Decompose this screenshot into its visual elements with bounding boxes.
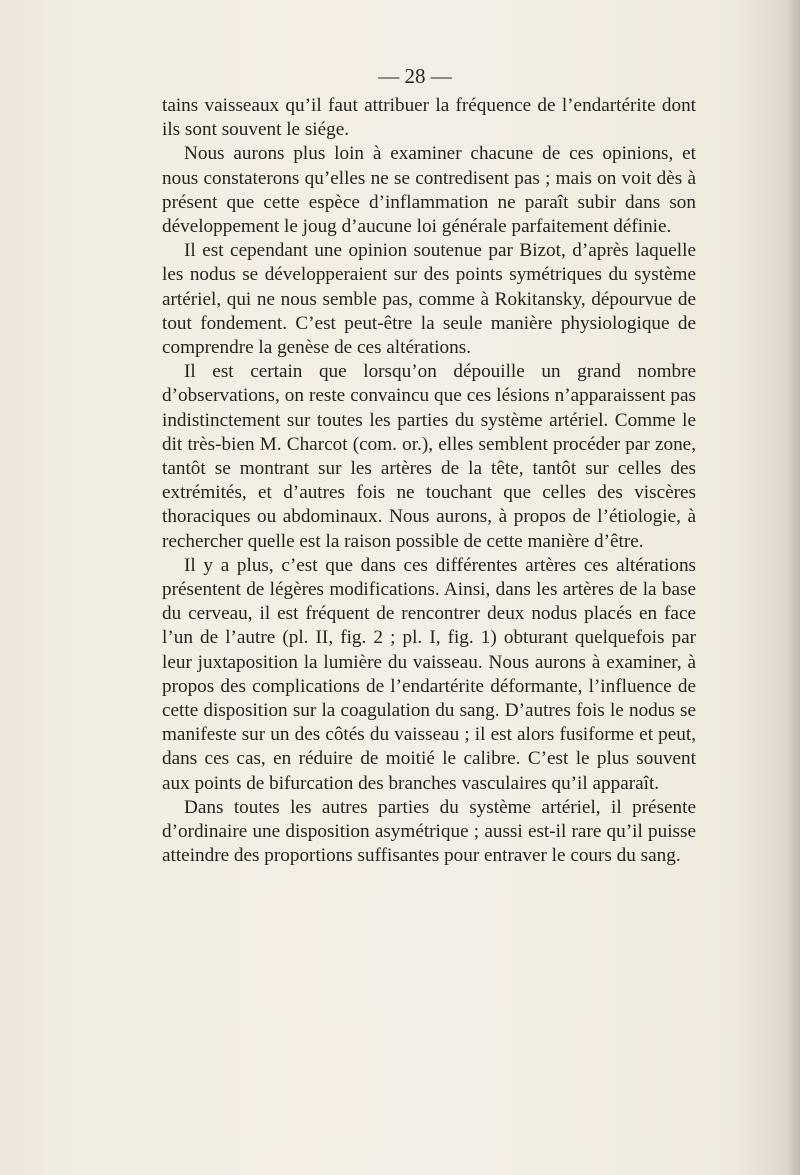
- paragraph-5: Il y a plus, c’est que dans ces différentes artères ces altérations présentent de légères modifications. Ainsi, dans les artères de la base du cerveau, il est fréquent de rencontrer deux nodus placés en face l’un de l’autre (pl. II, fig. 2 ; pl. I, fig. 1) obturant quelquefois par leur juxtaposition la lumière du vaisseau. Nous aurons à examiner, à propos des complications de l’endartérite déformante, l’influence de cette disposition sur la coagulation du sang. D’autres fois le nodus se manifeste sur un des côtés du vaisseau ; il est alors fusiforme et peut, dans ces cas, en réduire de moitié le calibre. C’est le plus souvent aux points de bifurcation des branches vasculaires qu’il apparaît.: [162, 554, 696, 794]
- paragraph-3: Il est cependant une opinion soutenue par Bizot, d’après laquelle les nodus se développeraient sur des points symétriques du système artériel, qui ne nous semble pas, comme à Rokitansky, dépourvue de tout fondement. C’est peut-être la seule manière physiologique de comprendre la genèse de ces altérations.: [162, 240, 696, 359]
- page-edge-shadow: [786, 0, 800, 1175]
- paragraph-6: Dans toutes les autres parties du système artériel, il présente d’ordinaire une disposition asymétrique ; aussi est-il rare qu’il puisse atteindre des proportions suffisantes pour entraver le cours du sang.: [162, 796, 696, 867]
- page-number: — 28 —: [378, 64, 452, 88]
- paragraph-1: tains vaisseaux qu’il faut attribuer la fréquence de l’endartérite dont ils sont souvent le siége.: [162, 95, 696, 141]
- paragraph-4: Il est certain que lorsqu’on dépouille un grand nombre d’observations, on reste convaincu que ces lésions n’apparaissent pas indistinctement sur toutes les parties du système artériel. Comme le dit très-bien M. Charcot (com. or.), elles semblent procéder par zone, tantôt se montrant sur les artères de la tête, tantôt sur celles des extrémités, et d’autres fois ne touchant que celles des viscères thoraciques ou abdominaux. Nous aurons, à propos de l’étiologie, à rechercher quelle est la raison possible de cette manière d’être.: [162, 361, 696, 552]
- paragraph-2: Nous aurons plus loin à examiner chacune de ces opinions, et nous constaterons qu’elles ne se contredisent pas ; mais on voit dès à présent que cette espèce d’inflammation ne paraît subir dans son développement le joug d’aucune loi générale parfaitement définie.: [162, 143, 696, 238]
- body-text: [162, 94, 696, 869]
